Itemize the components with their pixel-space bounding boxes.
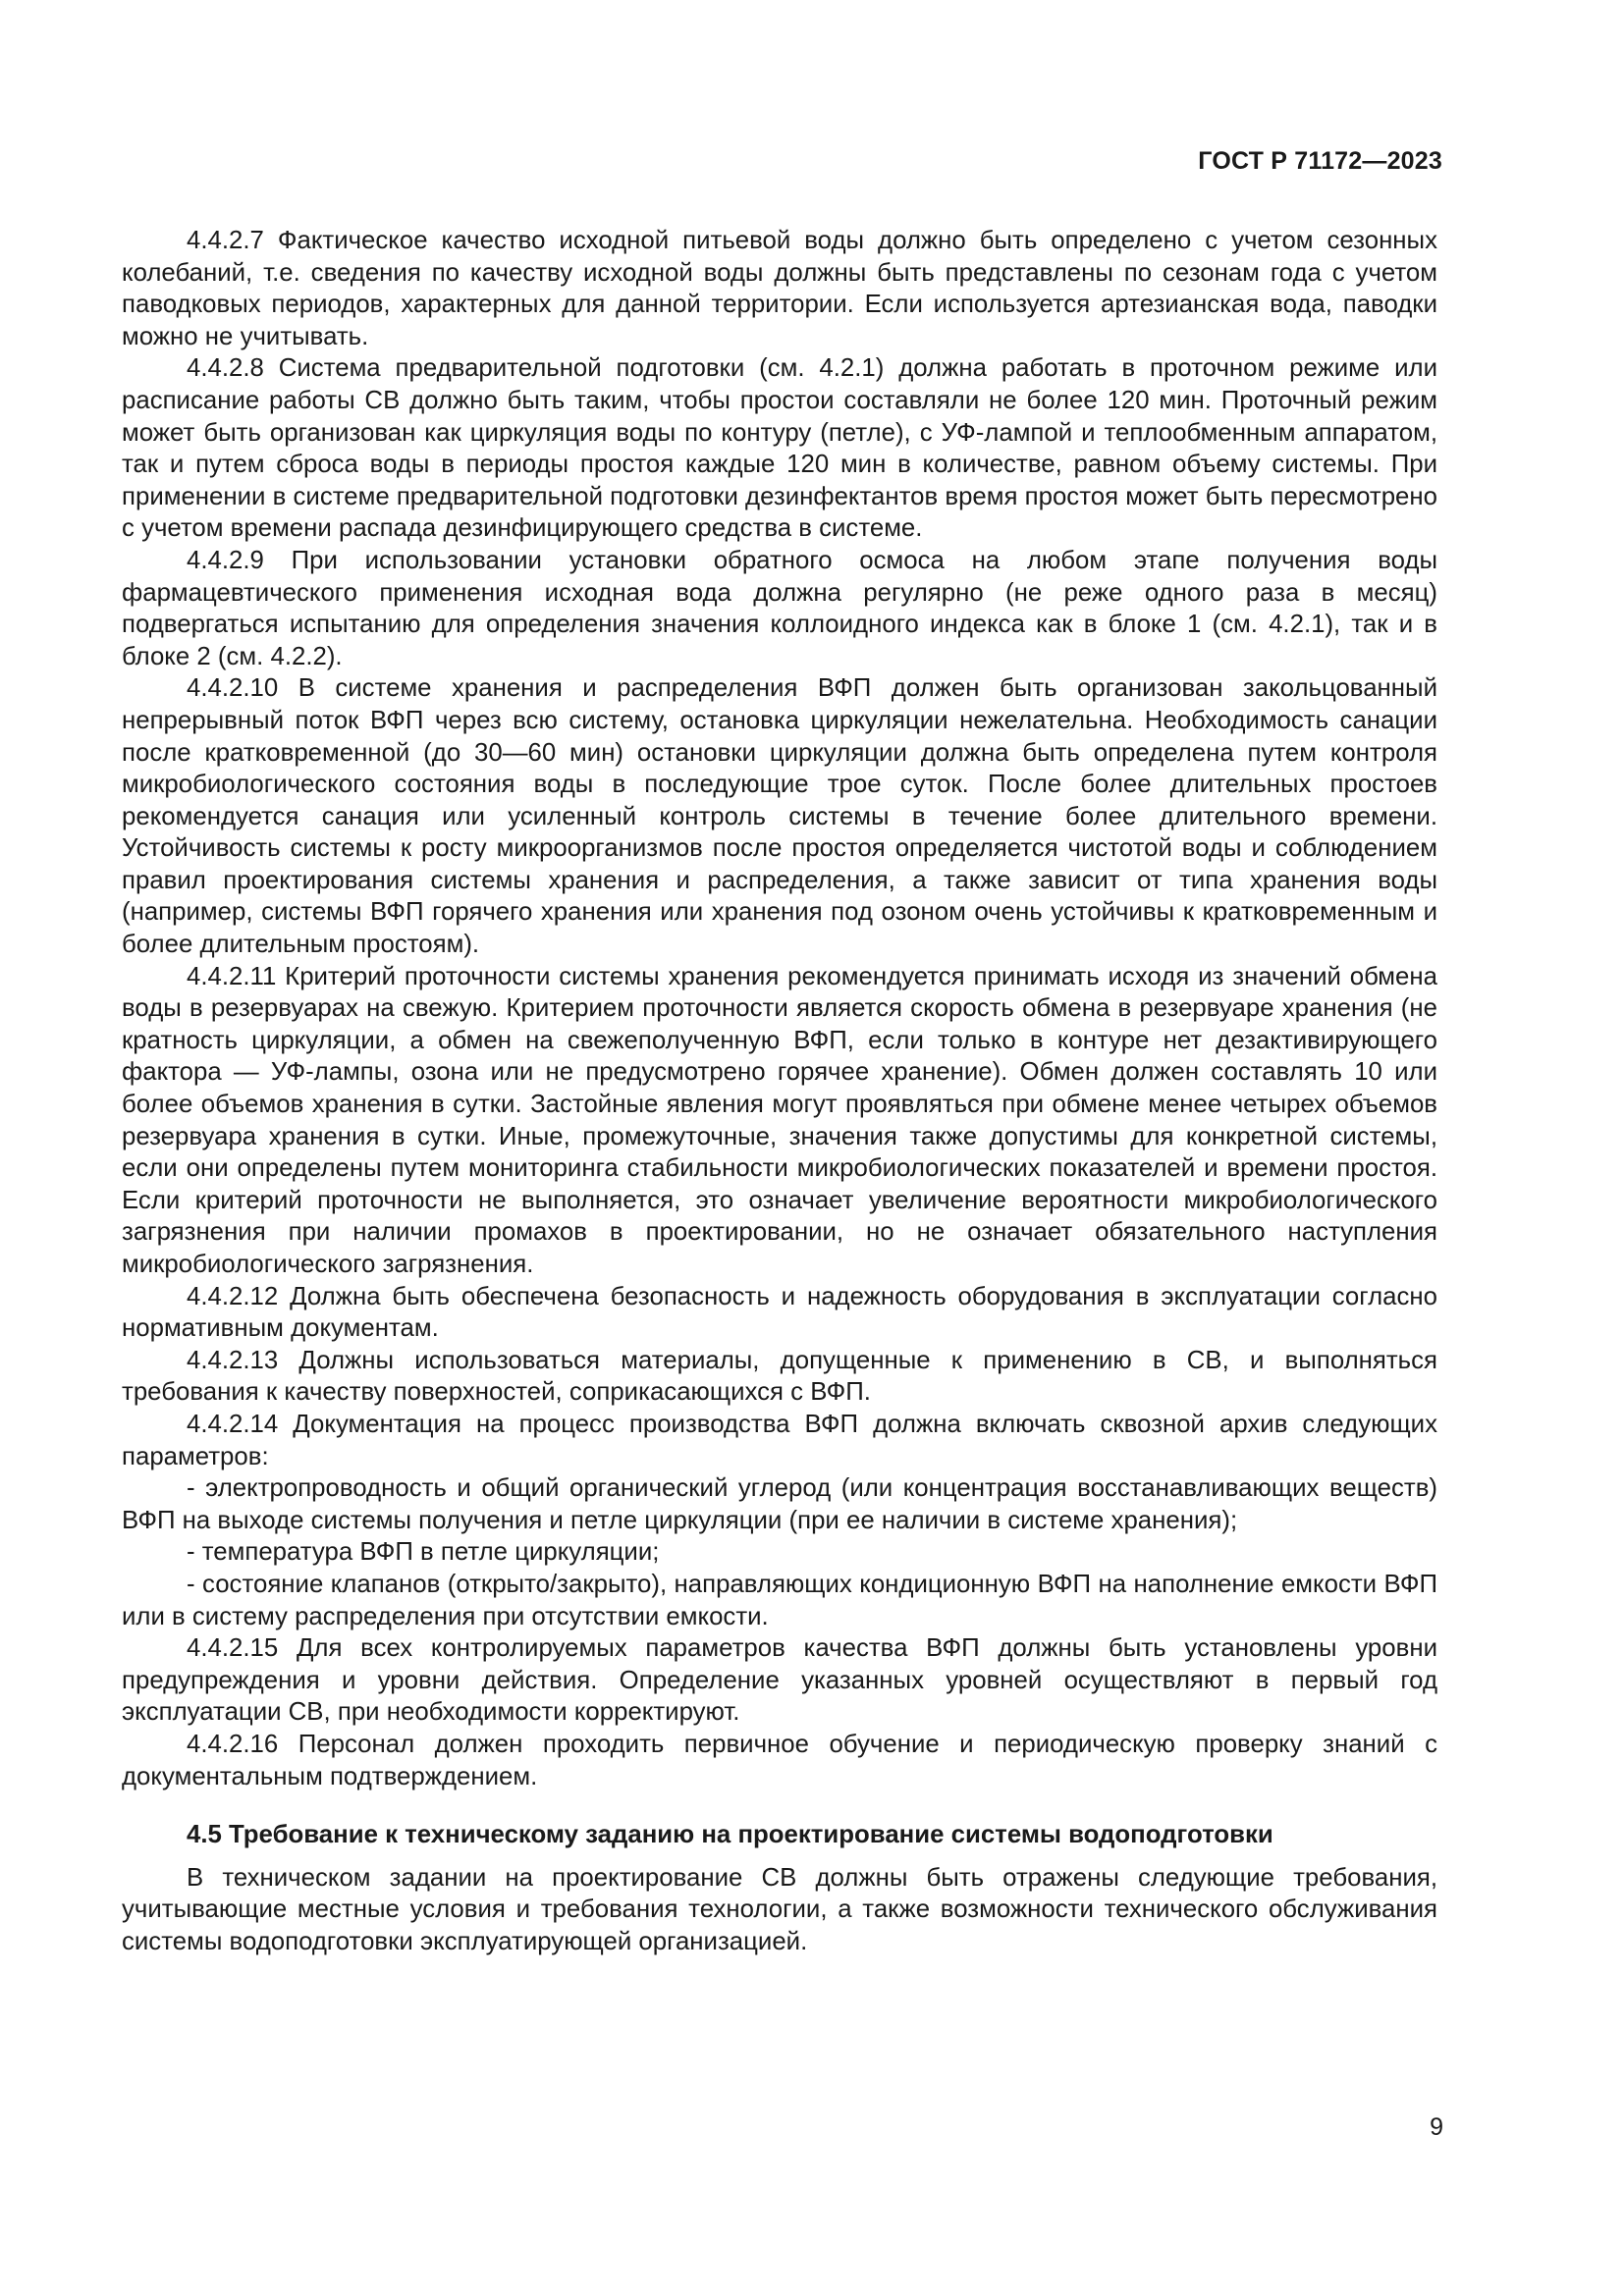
paragraph-4-4-2-7: 4.4.2.7 Фактическое качество исходной питьевой воды должно быть определено с учетом сезонных колебаний, т.е. сведения по качеству исходной воды должны быть представлены по сезонам года с учетом паводковых периодов, характерных для данной территории. Если используется артезианская вода, паводки можно не учитывать. [122, 227, 1437, 350]
paragraph-4-4-2-8: 4.4.2.8 Система предварительной подготовки (см. 4.2.1) должна работать в проточном режиме или расписание работы СВ должно быть таким, чтобы простои составляли не более 120 мин. Проточный режим может быть организован как циркуляция воды по контуру (петле), с УФ-лампой и теплообменным аппаратом, так и путем сброса воды в периоды простоя каждые 120 мин в количестве, равном объему системы. При применении в системе предварительной подготовки дезинфектантов время простоя может быть пересмотрено с учетом времени распада дезинфицирующего средства в системе. [122, 354, 1438, 543]
paragraph-4-5-intro: В техническом задании на проектирование СВ должны быть отражены следующие требования, учитывающие местные условия и требования технологии, а также возможности технического обслуживания системы водоподготовки эксплуатирующей организацией. [122, 1863, 1437, 1955]
document-body [122, 225, 1437, 1957]
paragraph-4-4-2-16: 4.4.2.16 Персонал должен проходить первичное обучение и периодическую проверку знаний с документальным подтверждением. [122, 1730, 1437, 1790]
page-number: 9 [1430, 2113, 1443, 2141]
paragraph-4-4-2-13: 4.4.2.13 Должны использоваться материалы, допущенные к применению в СВ, и выполняться требования к качеству поверхностей, соприкасающихся с ВФП. [122, 1346, 1437, 1407]
section-heading-4-5: 4.5 Требование к техническому заданию на проектирование системы водоподготовки [187, 1821, 1273, 1849]
list-item-temperature: - температура ВФП в петле циркуляции; [187, 1538, 660, 1567]
paragraph-4-4-2-12: 4.4.2.12 Должна быть обеспечена безопасность и надежность оборудования в эксплуатации согласно нормативным документам. [122, 1282, 1437, 1343]
paragraph-4-4-2-11: 4.4.2.11 Критерий проточности системы хранения рекомендуется принимать исходя из значений обмена воды в резервуарах на свежую. Критерием проточности является скорость обмена в резервуаре хранения (не кратность циркуляции, а обмен на свежеполученную ВФП, если только в контуре нет дезактивирующего фактора — УФ-лампы, озона или не предусмотрено горячее хранение). Обмен должен составлять 10 или более объемов хранения в сутки. Застойные явления могут проявляться при обмене менее четырех объемов резервуара хранения в сутки. Иные, промежуточные, значения также допустимы для конкретной системы, если они определены путем мониторинга стабильности микробиологических показателей и времени простоя. Если критерий проточности не выполняется, это означает увеличение вероятности микробиологического загрязнения при наличии промахов в проектировании, но не означает обязательного наступления микробиологического загрязнения. [122, 962, 1437, 1278]
paragraph-4-4-2-9: 4.4.2.9 При использовании установки обратного осмоса на любом этапе получения воды фармацевтического применения исходная вода должна регулярно (не реже одного раза в месяц) подвергаться испытанию для определения значения коллоидного индекса как в блоке 1 (см. 4.2.1), так и в блоке 2 (см. 4.2.2). [122, 546, 1437, 670]
list-item-conductivity: - электропроводность и общий органический углерод (или концентрация восстанавливающих веществ) ВФП на выходе системы получения и петле циркуляции (при ее наличии в системе хранения); [122, 1474, 1437, 1534]
paragraph-4-4-2-15: 4.4.2.15 Для всех контролируемых параметров качества ВФП должны быть установлены уровни предупреждения и уровни действия. Определение указанных уровней осуществляют в первый год эксплуатации СВ, при необходимости корректируют. [122, 1634, 1437, 1727]
paragraph-4-4-2-14: 4.4.2.14 Документация на процесс производства ВФП должна включать сквозной архив следующих параметров: [122, 1410, 1437, 1470]
document-header-standard: ГОСТ Р 71172—2023 [1198, 147, 1442, 175]
list-item-valve-state: - состояние клапанов (открыто/закрыто), направляющих кондиционную ВФП на наполнение емкости ВФП или в систему распределения при отсутствии емкости. [122, 1570, 1437, 1630]
paragraph-4-4-2-10: 4.4.2.10 В системе хранения и распределения ВФП должен быть организован закольцованный непрерывный поток ВФП через всю систему, остановка циркуляции нежелательна. Необходимость санации после кратковременной (до 30—60 мин) остановки циркуляции должна быть определена путем контроля микробиологического состояния воды в последующие трое суток. После более длительных простоев рекомендуется санация или усиленный контроль системы в течение более длительного времени. Устойчивость системы к росту микроорганизмов после простоя определяется чистотой воды и соблюдением правил проектирования системы хранения и распределения, а также зависит от типа хранения воды (например, системы ВФП горячего хранения или хранения под озоном очень устойчивы к кратковременным и более длительным простоям). [122, 674, 1437, 959]
